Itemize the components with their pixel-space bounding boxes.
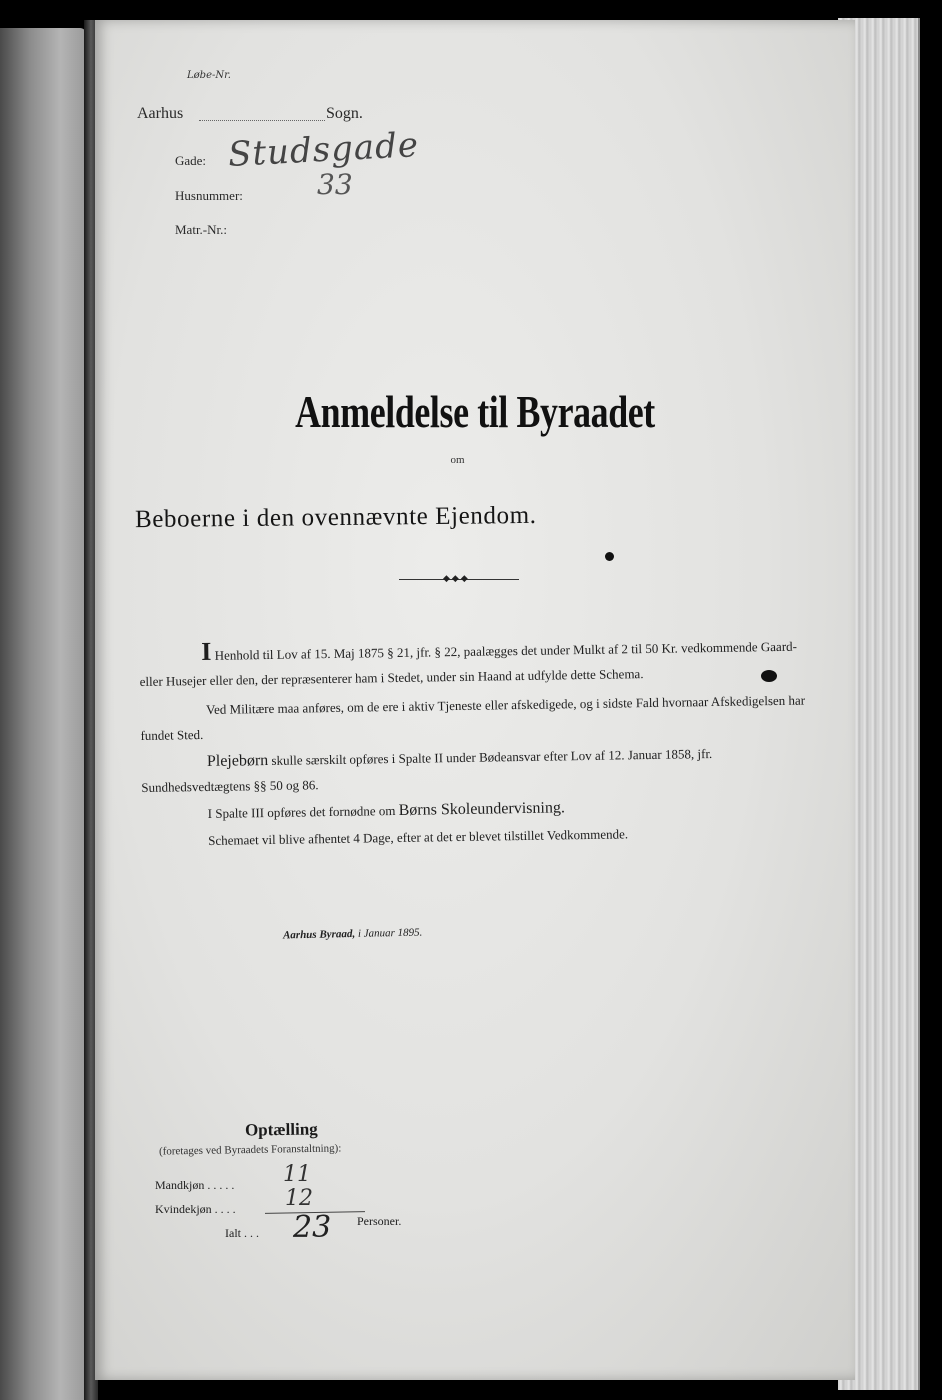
mandkjon-label: Mandkjøn . . . . . bbox=[155, 1178, 235, 1192]
husnummer-value: 33 bbox=[317, 168, 353, 201]
kvindekjon-value: 12 bbox=[285, 1186, 313, 1211]
ornament-icon: ◆◆◆ bbox=[443, 574, 470, 584]
document-page bbox=[95, 20, 855, 1380]
personer-label: Personer. bbox=[357, 1214, 402, 1228]
signature-org: Aarhus Byraad, bbox=[282, 927, 356, 942]
optaelling-title: Optælling bbox=[244, 1119, 318, 1140]
ink-blot-2 bbox=[761, 670, 777, 682]
paragraph-5: Schemaet vil blive afhentet 4 Dage, efter at det er blevet tilstillet Vedkommende. bbox=[208, 826, 629, 848]
ink-blot bbox=[605, 552, 614, 561]
body-text bbox=[139, 629, 822, 854]
document-title: Anmeldelse til Byraadet bbox=[295, 386, 655, 437]
mandkjon-value: 11 bbox=[283, 1162, 311, 1187]
kvindekjon-label: Kvindekjøn . . . . bbox=[155, 1202, 236, 1216]
lobe-nr-label: Løbe-Nr. bbox=[187, 70, 231, 81]
optaelling-note: (foretages ved Byraadets Foranstaltning): bbox=[158, 1142, 342, 1158]
paragraph-2: Ved Militære maa anføres, om de ere i aktiv Tjeneste eller afskedigede, og i sidste Fald hvornaar Afskedigelsen har fundet Sted. bbox=[140, 692, 806, 743]
paragraph-4-lead: I Spalte III opføres det fornødne om bbox=[207, 802, 396, 821]
ialt-value: 23 bbox=[293, 1210, 332, 1245]
gade-label: Gade: bbox=[175, 153, 207, 168]
paragraph-3 bbox=[141, 739, 822, 800]
plejeborn-word: Plejebørn bbox=[206, 751, 269, 770]
sogn-fill-line bbox=[199, 108, 325, 121]
paragraph-3-text: skulle særskilt opføres i Spalte II under Bødeansvar efter Lov af 12. Januar 1858, jfr. Sundhedsvedtægtens §§ 50 og 86. bbox=[141, 746, 713, 795]
left-page-edge bbox=[0, 28, 86, 1400]
paragraph-4-emph: Børns Skoleundervisning. bbox=[398, 799, 566, 819]
paragraph-1 bbox=[139, 629, 820, 694]
gade-value: Studsgade bbox=[227, 125, 420, 175]
husnummer-label: Husnummer: bbox=[175, 188, 243, 203]
paragraph-1-text: Henhold til Lov af 15. Maj 1875 § 21, jfr. § 22, paalægges det under Mulkt af 2 til 50 Kr. vedkommende Gaard- eller Husejer eller den, der repræsenterer ham i Stedet, under sin Haand at udfylde dette Schema. bbox=[139, 638, 798, 689]
sogn-label: Sogn. bbox=[326, 105, 363, 122]
document-subtitle: Beboerne i den ovennævnte Ejendom. bbox=[134, 501, 537, 534]
om-word: om bbox=[450, 454, 465, 466]
ialt-label: Ialt . . . bbox=[225, 1226, 259, 1240]
signature-date: i Januar 1895. bbox=[357, 926, 423, 940]
aarhus-label: Aarhus bbox=[137, 105, 184, 122]
matr-nr-label: Matr.-Nr.: bbox=[175, 222, 227, 237]
signature-line bbox=[283, 927, 423, 942]
dropcap: I bbox=[200, 636, 212, 667]
